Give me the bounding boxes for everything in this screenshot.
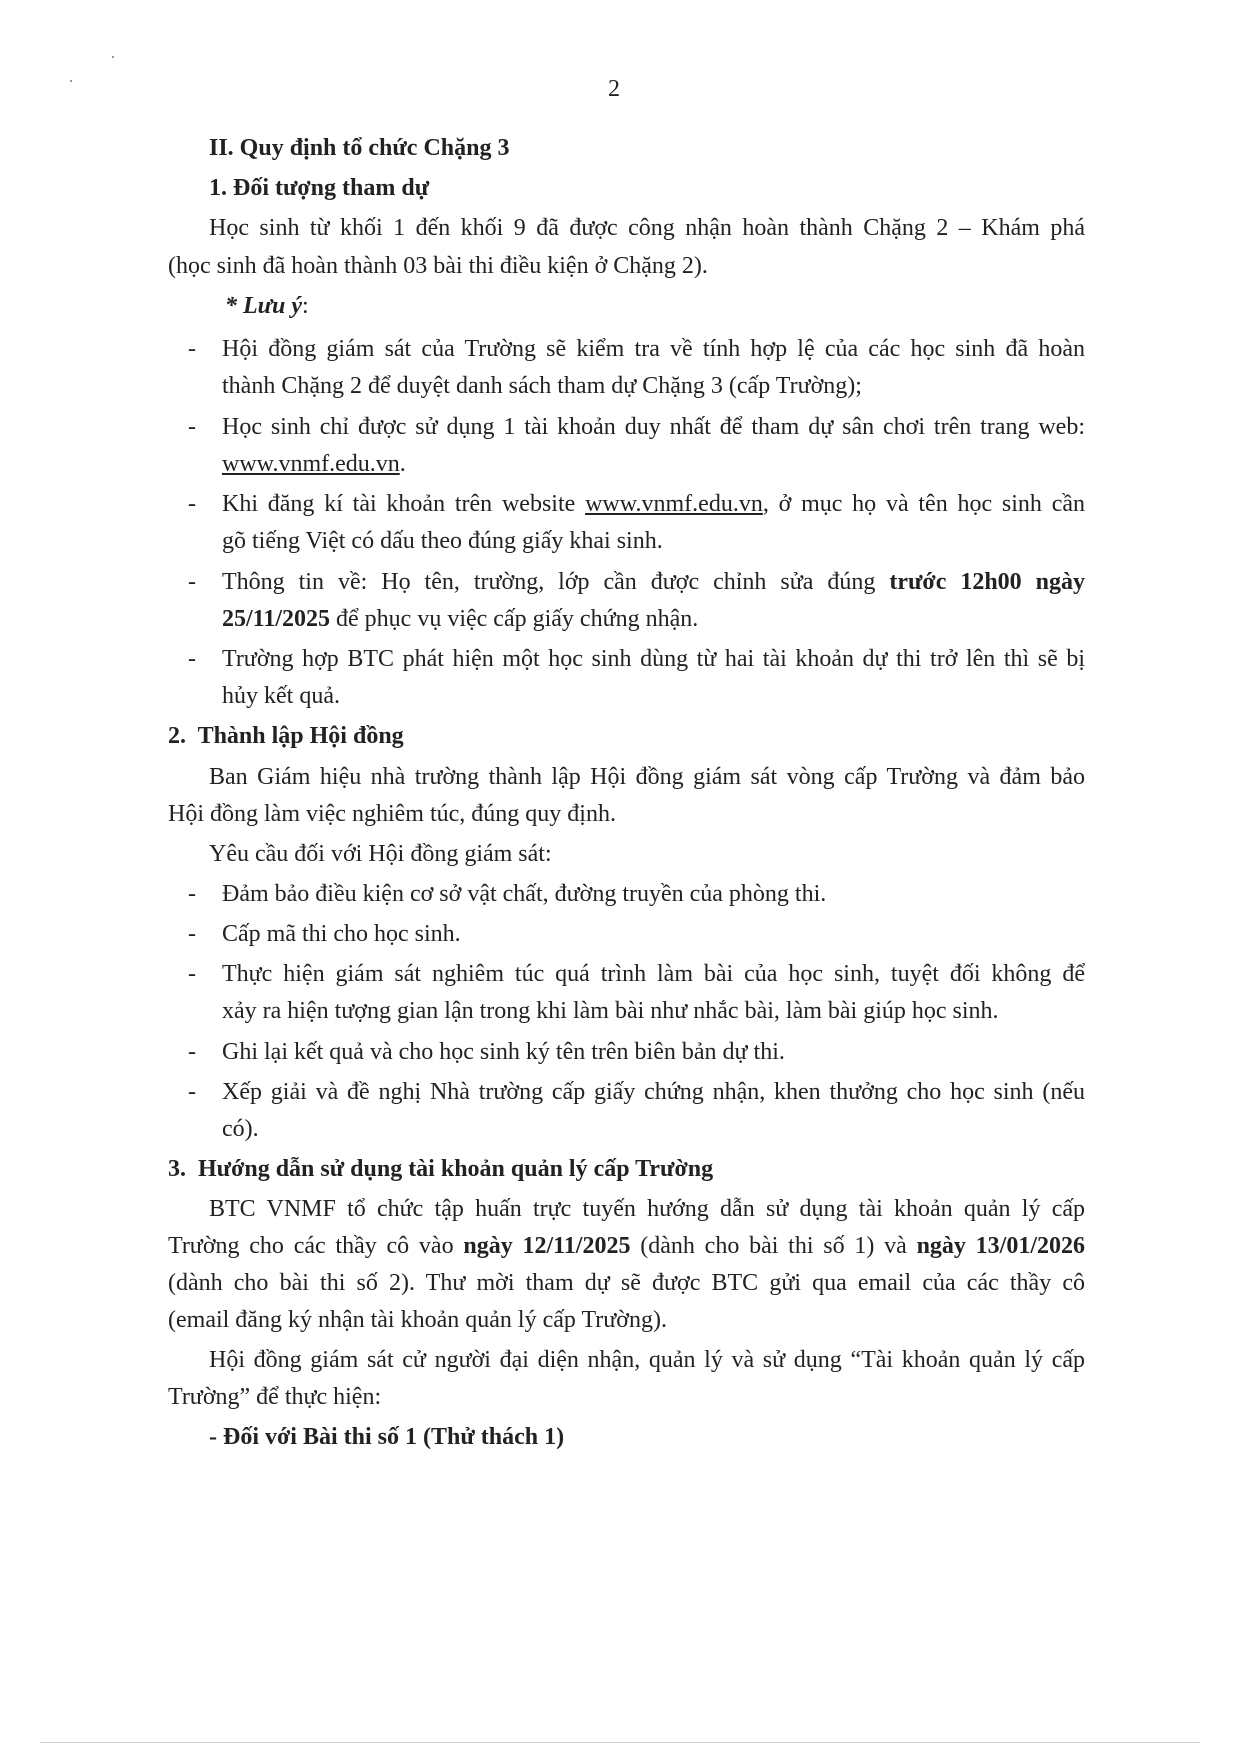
paragraph-line: Hội đồng làm việc nghiêm túc, đúng quy định. bbox=[168, 801, 616, 827]
scan-speck bbox=[112, 56, 114, 58]
paragraph-line: Trường” để thực hiện: bbox=[168, 1384, 382, 1410]
paragraph-line: Hội đồng giám sát cử người đại diện nhận, quản lý và sử dụng “Tài khoản quản lý cấp bbox=[209, 1347, 1085, 1373]
note-item: Khi đăng kí tài khoản trên website www.vnmf.edu.vn, ở mục họ và tên học sinh cần bbox=[222, 491, 1086, 517]
section-title: II. Quy định tổ chức Chặng 3 bbox=[209, 135, 510, 161]
note-item-cont: www.vnmf.edu.vn. bbox=[222, 451, 406, 477]
scan-edge-line bbox=[40, 1742, 1200, 1743]
bullet-dash: - bbox=[188, 1039, 196, 1065]
paragraph-line: Học sinh từ khối 1 đến khối 9 đã được công nhận hoàn thành Chặng 2 – Khám phá bbox=[209, 215, 1085, 241]
note-item: Học sinh chỉ được sử dụng 1 tài khoản duy nhất để tham dự sân chơi trên trang web: bbox=[222, 414, 1085, 440]
paragraph-line: (học sinh đã hoàn thành 03 bài thi điều kiện ở Chặng 2). bbox=[168, 253, 708, 279]
paragraph-line: BTC VNMF tổ chức tập huấn trực tuyến hướng dẫn sử dụng tài khoản quản lý cấp bbox=[209, 1196, 1085, 1222]
deadline-bold: trước 12h00 ngày bbox=[889, 569, 1085, 595]
training-date-1: ngày 12/11/2025 bbox=[463, 1233, 631, 1259]
bullet-dash: - bbox=[188, 961, 196, 987]
bullet-dash: - bbox=[188, 1079, 196, 1105]
bullet-dash: - bbox=[188, 646, 196, 672]
note-colon: : bbox=[302, 293, 309, 319]
training-date-2: ngày 13/01/2026 bbox=[916, 1233, 1086, 1259]
requirement-item: Cấp mã thi cho học sinh. bbox=[222, 921, 461, 947]
requirement-item: Xếp giải và đề nghị Nhà trường cấp giấy chứng nhận, khen thưởng cho học sinh (nếu bbox=[222, 1079, 1085, 1105]
bullet-dash: - bbox=[188, 921, 196, 947]
bullet-dash: - bbox=[188, 569, 196, 595]
deadline-date: 25/11/2025 bbox=[222, 606, 331, 632]
requirement-item-cont: xảy ra hiện tượng gian lận trong khi làm bài như nhắc bài, làm bài giúp học sinh. bbox=[222, 998, 999, 1024]
note-heading bbox=[225, 290, 309, 322]
website-link[interactable]: www.vnmf.edu.vn bbox=[222, 451, 400, 477]
bullet-dash: - bbox=[188, 491, 196, 517]
bullet-dash: - bbox=[188, 881, 196, 907]
paragraph-line: Ban Giám hiệu nhà trường thành lập Hội đồng giám sát vòng cấp Trường và đảm bảo bbox=[209, 764, 1085, 790]
paragraph-line: Trường cho các thầy cô vào ngày 12/11/2025 (dành cho bài thi số 1) và ngày 13/01/2026 bbox=[168, 1233, 1086, 1259]
paragraph-line: (email đăng ký nhận tài khoản quản lý cấp Trường). bbox=[168, 1307, 667, 1333]
note-item-cont: hủy kết quả. bbox=[222, 683, 340, 709]
requirement-item: Ghi lại kết quả và cho học sinh ký tên trên biên bản dự thi. bbox=[222, 1039, 785, 1065]
scan-speck bbox=[70, 80, 72, 82]
bullet-dash: - bbox=[188, 414, 196, 440]
note-item-cont: thành Chặng 2 để duyệt danh sách tham dự Chặng 3 (cấp Trường); bbox=[222, 373, 862, 399]
note-item: Hội đồng giám sát của Trường sẽ kiểm tra về tính hợp lệ của các học sinh đã hoàn bbox=[222, 336, 1085, 362]
website-link[interactable]: www.vnmf.edu.vn bbox=[585, 491, 763, 517]
subheading-test-1: - Đối với Bài thi số 1 (Thử thách 1) bbox=[209, 1424, 565, 1450]
note-item-cont: 25/11/2025 để phục vụ việc cấp giấy chứng nhận. bbox=[222, 606, 699, 632]
requirement-item: Đảm bảo điều kiện cơ sở vật chất, đường truyền của phòng thi. bbox=[222, 881, 827, 907]
requirement-item: Thực hiện giám sát nghiêm túc quá trình làm bài của học sinh, tuyệt đối không để bbox=[222, 961, 1085, 987]
page-number: 2 bbox=[608, 76, 620, 102]
heading-school-account: 3. Hướng dẫn sử dụng tài khoản quản lý cấp Trường bbox=[168, 1156, 714, 1182]
note-item: Trường hợp BTC phát hiện một học sinh dùng từ hai tài khoản dự thi trở lên thì sẽ bị bbox=[222, 646, 1085, 672]
heading-participants: 1. Đối tượng tham dự bbox=[209, 175, 430, 201]
note-item: Thông tin về: Họ tên, trường, lớp cần được chỉnh sửa đúng trước 12h00 ngày bbox=[222, 569, 1085, 595]
requirements-intro: Yêu cầu đối với Hội đồng giám sát: bbox=[209, 841, 552, 867]
note-item-cont: gõ tiếng Việt có dấu theo đúng giấy khai sinh. bbox=[222, 528, 663, 554]
requirement-item-cont: có). bbox=[222, 1116, 259, 1142]
bullet-dash: - bbox=[188, 336, 196, 362]
note-label: * Lưu ý bbox=[225, 293, 303, 319]
paragraph-line: (dành cho bài thi số 2). Thư mời tham dự sẽ được BTC gửi qua email của các thầy cô bbox=[168, 1270, 1085, 1296]
heading-council: 2. Thành lập Hội đồng bbox=[168, 723, 404, 749]
